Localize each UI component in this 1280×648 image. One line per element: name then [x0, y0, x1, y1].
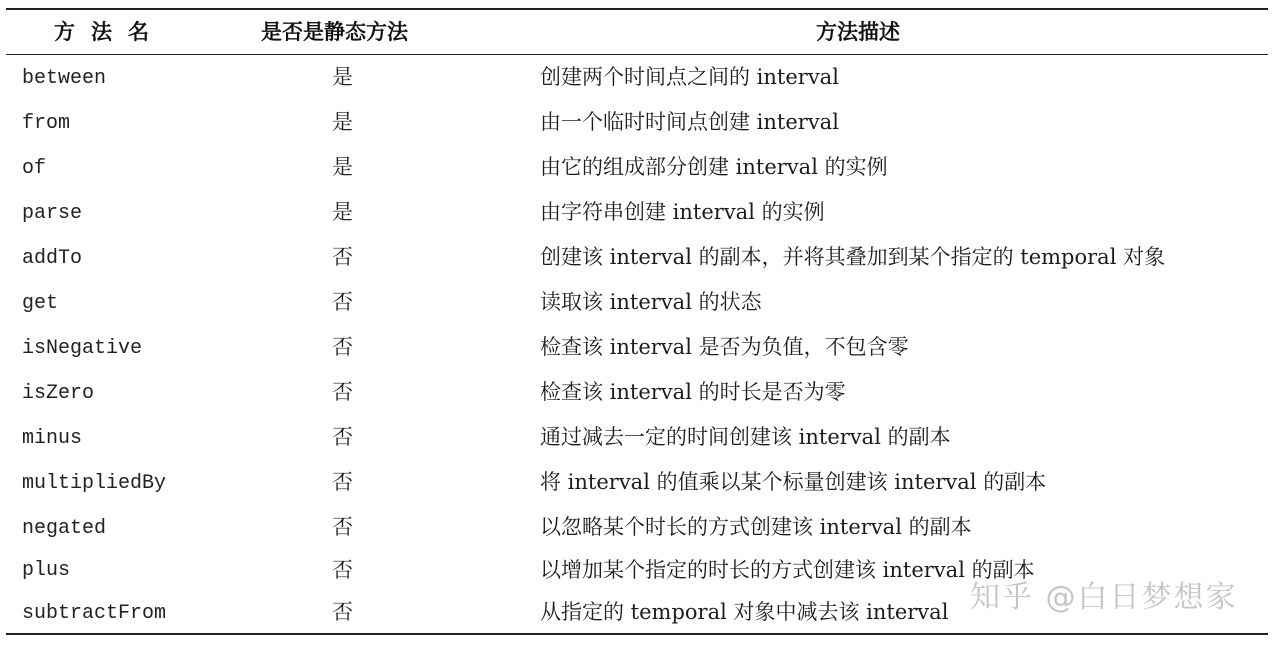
table-row [6, 506, 1268, 551]
table-body [6, 56, 1268, 636]
description-cell: 检查该 interval 的时长是否为零 [540, 380, 846, 404]
method-name-cell: from [22, 112, 71, 135]
description-cell: 从指定的 temporal 对象中减去该 interval [540, 600, 949, 624]
description-cell: 以忽略某个时长的方式创建该 interval 的副本 [540, 515, 972, 539]
table-row [6, 371, 1268, 416]
is-static-cell: 否 [332, 600, 353, 624]
method-name-cell: isNegative [22, 337, 143, 360]
method-name-cell: plus [22, 559, 71, 582]
table-header-row [6, 10, 1268, 54]
table-row [6, 101, 1268, 146]
description-cell: 由它的组成部分创建 interval 的实例 [540, 155, 888, 179]
is-static-cell: 是 [332, 65, 353, 89]
table-row [6, 191, 1268, 236]
is-static-cell: 是 [332, 110, 353, 134]
table-row [6, 326, 1268, 371]
is-static-cell: 否 [332, 515, 353, 539]
is-static-cell: 否 [332, 425, 353, 449]
description-cell: 读取该 interval 的状态 [540, 290, 762, 314]
table-header-rule [6, 54, 1268, 55]
table-bottom-rule [6, 633, 1268, 635]
table-row [6, 236, 1268, 281]
method-name-cell: of [22, 157, 47, 180]
method-name-cell: isZero [22, 382, 95, 405]
description-cell: 通过减去一定的时间创建该 interval 的副本 [540, 425, 951, 449]
method-name-cell: between [22, 67, 107, 90]
watermark: 知乎 @白日梦想家 [970, 580, 1238, 615]
table-row [6, 281, 1268, 326]
description-cell: 检查该 interval 是否为负值，不包含零 [540, 335, 909, 359]
description-cell: 以增加某个指定的时长的方式创建该 interval 的副本 [540, 558, 1035, 582]
method-name-cell: subtractFrom [22, 602, 167, 625]
is-static-cell: 是 [332, 155, 353, 179]
methods-table [6, 8, 1268, 636]
header-method-name: 方法名 [54, 20, 165, 44]
method-name-cell: negated [22, 517, 107, 540]
description-cell: 将 interval 的值乘以某个标量创建该 interval 的副本 [540, 470, 1047, 494]
method-name-cell: parse [22, 202, 83, 225]
table-row [6, 56, 1268, 101]
table-row [6, 416, 1268, 461]
description-cell: 由一个临时时间点创建 interval [540, 110, 839, 134]
method-name-cell: multipliedBy [22, 472, 167, 495]
description-cell: 创建两个时间点之间的 interval [540, 65, 839, 89]
header-description: 方法描述 [816, 20, 900, 44]
method-name-cell: get [22, 292, 59, 315]
method-name-cell: addTo [22, 247, 83, 270]
is-static-cell: 是 [332, 200, 353, 224]
description-cell: 创建该 interval 的副本，并将其叠加到某个指定的 temporal 对象 [540, 245, 1166, 269]
is-static-cell: 否 [332, 558, 353, 582]
description-cell: 由字符串创建 interval 的实例 [540, 200, 825, 224]
table-row [6, 461, 1268, 506]
is-static-cell: 否 [332, 245, 353, 269]
is-static-cell: 否 [332, 470, 353, 494]
method-name-cell: minus [22, 427, 83, 450]
is-static-cell: 否 [332, 290, 353, 314]
is-static-cell: 否 [332, 335, 353, 359]
header-is-static: 是否是静态方法 [261, 20, 408, 44]
table-row [6, 146, 1268, 191]
is-static-cell: 否 [332, 380, 353, 404]
